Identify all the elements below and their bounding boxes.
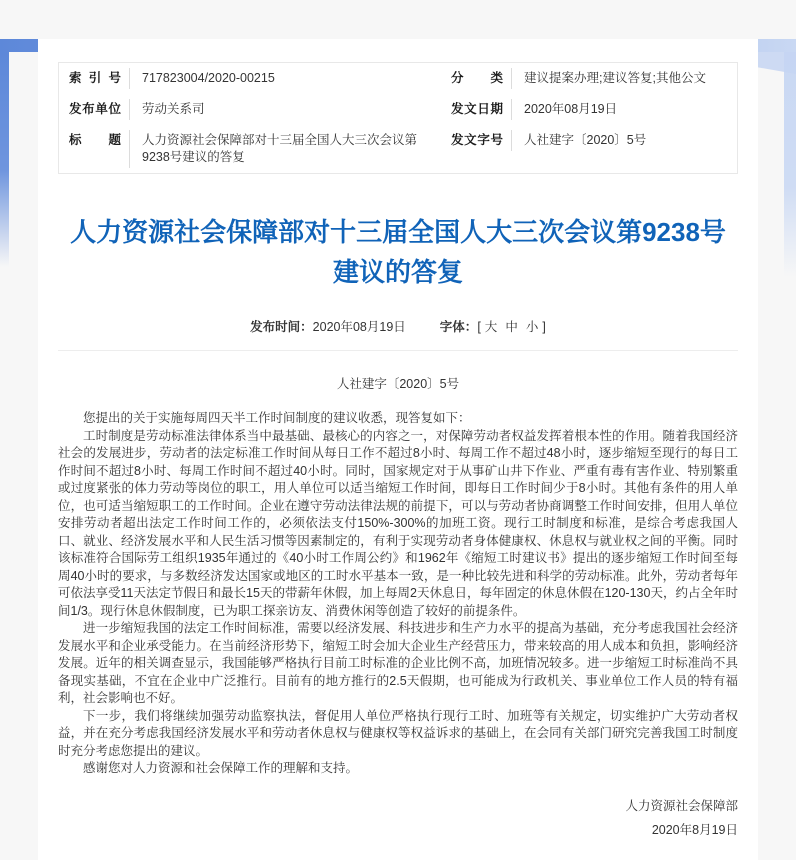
publish-time-label: 发布时间： <box>250 320 313 334</box>
font-size-label: 字体： <box>439 320 478 334</box>
meta-row-3 <box>59 125 737 173</box>
paragraph-thanks: 感谢您对人力资源和社会保障工作的理解和支持。 <box>83 761 359 775</box>
meta-label-title: 标题 <box>69 133 121 147</box>
right-gradient-strip <box>784 52 796 277</box>
signature-org: 人力资源社会保障部 <box>625 798 738 813</box>
meta-value-doc-symbol: 人社建字〔2020〕5号 <box>511 130 737 151</box>
meta-row-1 <box>59 63 737 94</box>
meta-value-issue-date: 2020年08月19日 <box>511 99 737 120</box>
document-number: 人社建字〔2020〕5号 <box>336 377 460 391</box>
document-body <box>58 410 738 778</box>
left-gradient-strip <box>0 52 9 267</box>
page-title: 人力资源社会保障部对十三届全国人大三次会议第9238号建议的答复 <box>70 217 726 287</box>
meta-label-index-number: 索引号 <box>69 71 121 85</box>
paragraph-greeting: 您提出的关于实施每周四天半工作时间制度的建议收悉，现答复如下： <box>83 411 471 425</box>
signature-date: 2020年8月19日 <box>651 822 738 837</box>
document-card <box>38 39 758 860</box>
paragraph-next-steps: 下一步，我们将继续加强劳动监察执法，督促用人单位严格执行现行工时、加班等有关规定，切实维护广大劳动者权益，并在充分考虑我国经济发展水平和劳动者休息权与健康权等权益诉求的基础上，在会同有关部门研究完善我国工时制度时充分考虑您提出的建议。 <box>58 708 738 758</box>
meta-value-category: 建议提案办理;建议答复;其他公文 <box>511 68 737 89</box>
publish-info-bar <box>58 318 738 336</box>
meta-table <box>58 62 738 174</box>
signature-block <box>58 794 738 842</box>
meta-value-title: 人力资源社会保障部对十三届全国人大三次会议第9238号建议的答复 <box>129 130 441 168</box>
publish-time-value: 2020年08月19日 <box>312 320 406 334</box>
paragraph-worktime-system: 工时制度是劳动标准法律体系当中最基础、最核心的内容之一，对保障劳动者权益发挥着根本性的作用。随着我国经济社会的发展进步，劳动者的法定标准工作时间从每日工作不超过8小时、每周工作不超过48小时，逐步缩短至现行的每日工作时间不超过8小时、每周工作时间不超过40小时。同时，国家规定对于从事矿山井下作业、严重有毒有害作业、特别繁重或过度紧张的体力劳动等岗位的职工，用人单位可以适当缩短工作时间，即每日工作时间少于8小时。其他有条件的用人单位，也可适当缩短职工的工作时间。企业在遵守劳动法律法规的前提下，可以与劳动者协商调整工作时间安排，但用人单位安排劳动者超出法定工作时间工作的，必须依法支付150%-300%的加班工资。现行工时制度和标准，是综合考虑我国人口、就业、经济发展水平和人民生活习惯等因素制定的，有利于实现劳动者身体健康权、休息权与就业权之间的平衡。同时该标准符合国际劳工组织1935年通过的《40小时工作周公约》和1962年《缩短工时建议书》提出的逐步缩短工作时间至每周40小时的要求，与多数经济发达国家或地区的工时水平基本一致，是一种比较先进和科学的劳动标准。此外，劳动者每年可依法享受11天法定节假日和最长15天的带薪年休假，加上每周2天休息日，每年固定的休息休假在120-130天，约占全年时间1/3。现行休息休假制度，已为职工探亲访友、消费休闲等创造了较好的前提条件。 <box>58 428 738 618</box>
divider <box>58 350 738 351</box>
paragraph-shortening-analysis: 进一步缩短我国的法定工作时间标准，需要以经济发展、科技进步和生产力水平的提高为基础，充分考虑我国社会经济发展水平和企业承受能力。在当前经济形势下，缩短工时会加大企业生产经营压力，带来较高的用人成本和负担，影响经济发展。近年的相关调查显示，我国能够严格执行目前工时标准的企业比例不高，加班情况较多。进一步缩短工时标准尚不具备现实基础，不宜在企业中广泛推行。目前有的地方推行的2.5天假期，也可能成为行政机关、事业单位工作人员的特有福利，社会影响也不好。 <box>58 621 738 705</box>
font-size-bracket-close: ] <box>542 320 546 334</box>
meta-label-issue-date: 发文日期 <box>451 102 503 116</box>
meta-row-2 <box>59 94 737 125</box>
meta-label-doc-symbol: 发文字号 <box>451 133 503 147</box>
meta-value-index-number: 717823004/2020-00215 <box>129 68 441 89</box>
meta-value-issuing-unit: 劳动关系司 <box>129 99 441 120</box>
font-size-bracket-open: [ <box>477 320 481 334</box>
meta-label-category: 分类 <box>451 71 503 85</box>
font-size-large-link[interactable]: 大 <box>484 320 498 334</box>
font-size-medium-link[interactable]: 中 <box>505 320 518 334</box>
meta-label-issuing-unit: 发布单位 <box>69 102 121 116</box>
font-size-small-link[interactable]: 小 <box>525 320 539 334</box>
